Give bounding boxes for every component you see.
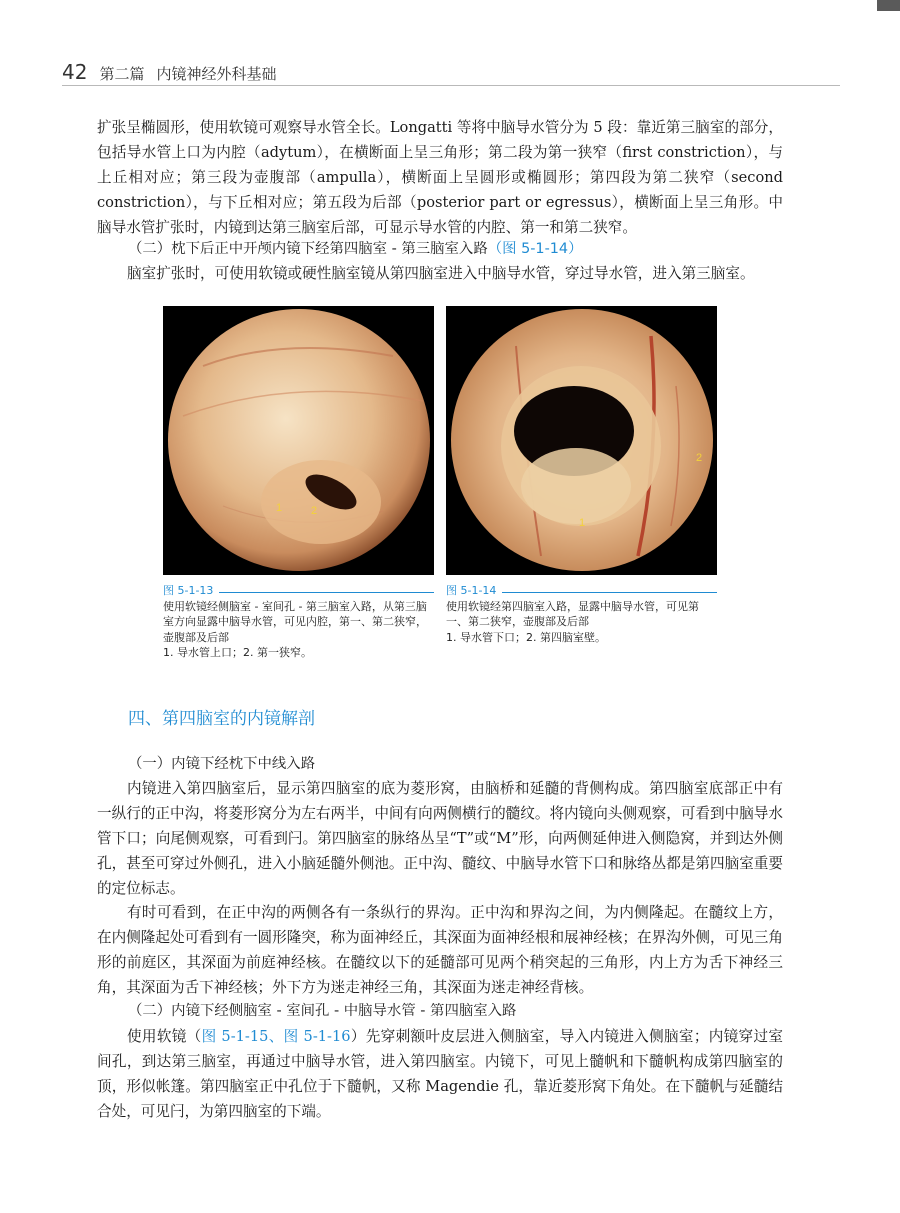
caption-legend: 1. 导水管上口；2. 第一狭窄。 (163, 646, 312, 659)
paragraph-fourth-ventricle-floor: 内镜进入第四脑室后，显示第四脑室的底为菱形窝，由脑桥和延髓的背侧构成。第四脑室底部正中有一纵行的正中沟，将菱形窝分为左右两半，中间有向两侧横行的髓纹。将内镜向头侧观察，可看到中脑导水管下口；向尾侧观察，可看到闩。第四脑室的脉络丛呈“T”或“M”形，向两侧延伸进入侧隐窝，并到达外侧孔，甚至可穿过外侧孔，进入小脑延髓外侧池。正中沟、髓纹、中脑导水管下口和脉络丛都是第四脑室重要的定位标志。 (97, 780, 783, 897)
caption-legend: 1. 导水管下口；2. 第四脑室壁。 (446, 630, 606, 644)
caption-fig-13 (163, 583, 434, 661)
heading-lateral-ventricle-approach: （二）内镜下经侧脑室 - 室间孔 - 中脑导水管 - 第四脑室入路 (128, 1003, 517, 1019)
endoscopic-image-fig-14 (446, 306, 717, 575)
book-title: 内镜神经外科基础 (156, 65, 277, 83)
page-number: 42 (62, 60, 88, 84)
caption-text: 使用软镜经第四脑室入路，显露中脑导水管，可见第一、第二狭窄，壶腹部及后部 (446, 599, 699, 628)
running-header (62, 60, 276, 86)
text-after-ref: ）先穿刺额叶皮层进入侧脑室，导入内镜进入侧脑室；内镜穿过室间孔，到达第三脑室，再通过中脑导水管，进入第四脑室。内镜下，可见上髓帆和下髓帆构成第四脑室的顶，形似帐篷。第四脑室正中孔位于下髓帆，又称 Magendie 孔，靠近菱形窝下角处。在下髓帆与延髓结合处，可见闩，为第四脑室的下端。 (97, 1028, 783, 1120)
label-2: 2 (696, 452, 703, 464)
label-2: 2 (311, 505, 318, 517)
figure-reference[interactable]: （图 5-1-14） (487, 241, 583, 257)
header-rule (62, 85, 840, 86)
figure-number: 图 5-1-14 (446, 583, 502, 599)
heading-suboccipital-approach: （一）内镜下经枕下中线入路 (128, 756, 316, 772)
figure-number: 图 5-1-13 (163, 583, 219, 599)
corner-mark (877, 0, 900, 11)
caption-fig-14 (446, 583, 717, 645)
section-heading-fourth-ventricle: 四、第四脑室的内镜解剖 (128, 709, 315, 729)
heading-text: （二）枕下后正中开颅内镜下经第四脑室 - 第三脑室入路 (128, 241, 488, 257)
endoscopic-view-13 (163, 306, 434, 575)
heading-approach-fourth-third (128, 237, 582, 258)
figure-reference[interactable]: 图 5-1-15、图 5-1-16 (201, 1028, 351, 1045)
paragraph-ventricle-dilated: 脑室扩张时，可使用软镜或硬性脑室镜从第四脑室进入中脑导水管，穿过导水管，进入第三脑室。 (127, 265, 755, 282)
endoscopic-view-14 (446, 306, 717, 575)
paragraph-sulcus-limitans: 有时可看到，在正中沟的两侧各有一条纵行的界沟。正中沟和界沟之间，为内侧隆起。在髓纹上方，在内侧隆起处可看到有一圆形隆突，称为面神经丘，其深面为面神经根和展神经核；在界沟外侧，可见三角形的前庭区，其深面为前庭神经核。在髓纹以下的延髓部可见两个稍突起的三角形，内上方为舌下神经三角，其深面为舌下神经核；外下方为迷走神经三角，其深面为迷走神经背核。 (97, 904, 783, 996)
label-1: 1 (276, 502, 283, 514)
label-1: 1 (579, 517, 586, 529)
text-before-ref: 使用软镜（ (127, 1028, 202, 1045)
endoscopic-image-fig-13 (163, 306, 434, 575)
paragraph-aqueduct-segments: 扩张呈椭圆形，使用软镜可观察导水管全长。Longatti 等将中脑导水管分为 5 段：靠近第三脑室的部分，包括导水管上口为内腔（adytum），在横断面上呈三角形；第二段为第一狭窄（first constriction），与上丘相对应；第三段为壶腹部（ampulla），横断面上呈圆形或椭圆形；第四段为第二狭窄（second constriction），与下丘相对应；第五段为后部（posterior part or egressus），横断面上呈三角形。中脑导水管扩张时，内镜到达第三脑室后部，可显示导水管的内腔、第一和第二狭窄。 (97, 119, 783, 236)
part-label: 第二篇 (99, 65, 145, 83)
paragraph-flexible-scope (97, 1024, 783, 1124)
caption-text: 使用软镜经侧脑室 - 室间孔 - 第三脑室入路，从第三脑室方向显露中脑导水管，可见内腔，第一、第二狭窄，壶腹部及后部 (163, 599, 427, 644)
